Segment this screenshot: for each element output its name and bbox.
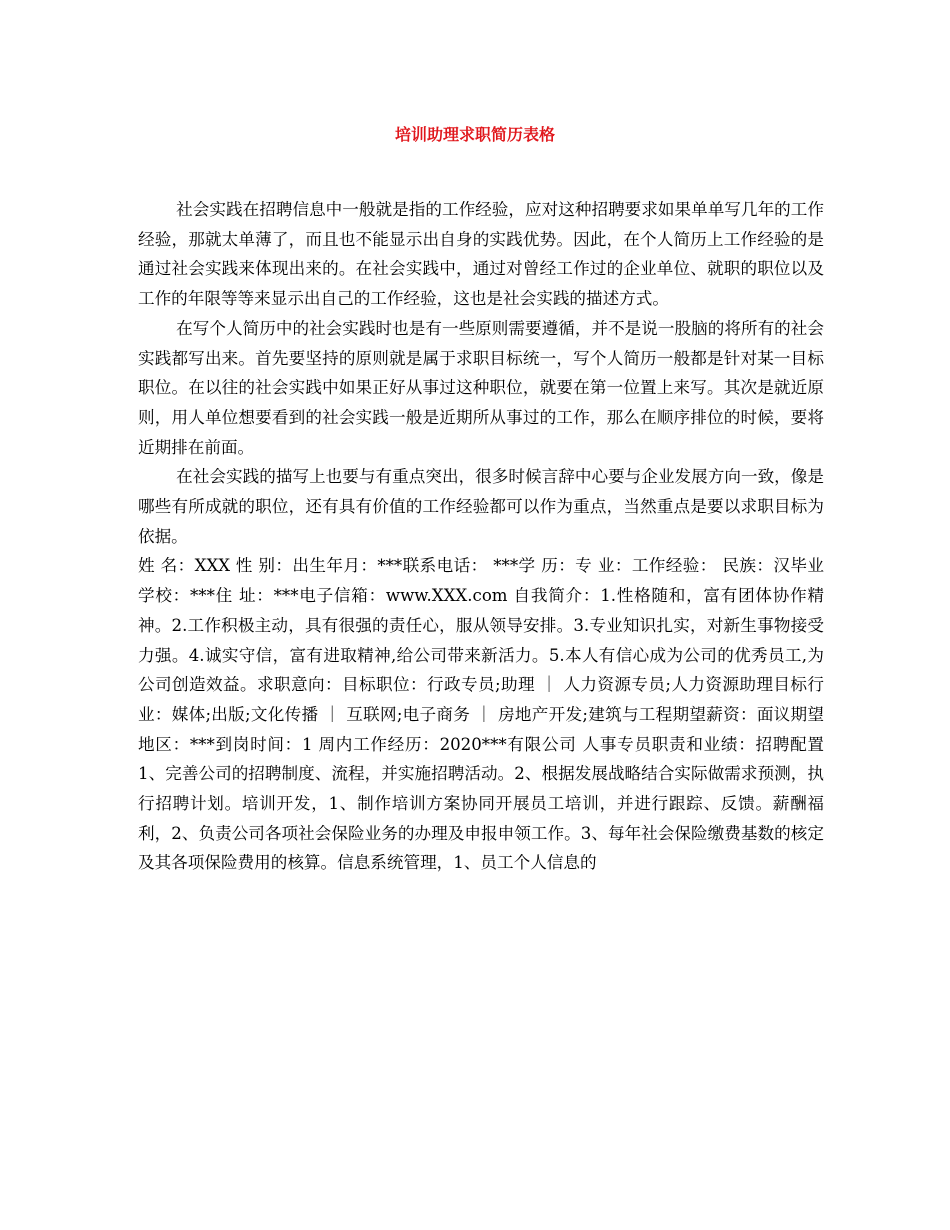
paragraph-2: 在写个人简历中的社会实践时也是有一些原则需要遵循，并不是说一股脑的将所有的社会实践都写出来。首先要坚持的原则就是属于求职目标统一，写个人简历一般都是针对某一目标职位。在以往的社会实践中如果正好从事过这种职位，就要在第一位置上来写。其次是就近原则，用人单位想要看到的社会实践一般是近期所从事过的工作，那么在顺序排位的时候，要将近期排在前面。 [138, 318, 824, 457]
paragraph-1: 社会实践在招聘信息中一般就是指的工作经验，应对这种招聘要求如果单单写几年的工作经验，那就太单薄了，而且也不能显示出自身的实践优势。因此，在个人简历上工作经验的是通过社会实践来体现出来的。在社会实践中，通过对曾经工作过的企业单位、就职的职位以及工作的年限等等来显示出自己的工作经验，这也是社会实践的描述方式。 [138, 200, 824, 309]
paragraph-3: 在社会实践的描写上也要与有重点突出，很多时候言辞中心要与企业发展方向一致，像是哪些有所成就的职位，还有具有价值的工作经验都可以作为重点，当然重点是要以求职目标为依据。 [138, 467, 824, 546]
resume-details: 姓 名：XXX 性 别：出生年月：***联系电话： ***学 历：专 业：工作经验： 民族：汉毕业学校：***住 址：***电子信箱：www.XXX.com 自我简介：1.性格随和，富有团体协作精神。2.工作积极主动，具有很强的责任心，服从领导安排。3.专业知识扎实，对新生事物接受力强。4.诚实守信，富有进取精神,给公司带来新活力。5.本人有信心成为公司的优秀员工,为公司创造效益。求职意向：目标职位：行政专员;助理 ｜ 人力资源专员;人力资源助理目标行业：媒体;出版;文化传播 ｜ 互联网;电子商务 ｜ 房地产开发;建筑与工程期望薪资：面议期望地区：***到岗时间：1 周内工作经历：2020***有限公司 人事专员职责和业绩：招聘配置 1、完善公司的招聘制度、流程，并实施招聘活动。2、根据发展战略结合实际做需求预测，执行招聘计划。培训开发，1、制作培训方案协同开展员工培训，并进行跟踪、反馈。薪酬福利，2、负责公司各项社会保险业务的办理及申报申领工作。3、每年社会保险缴费基数的核定及其各项保险费用的核算。信息系统管理，1、员工个人信息的 [138, 556, 824, 873]
document-title: 培训助理求职简历表格 [394, 125, 555, 144]
document-body [138, 195, 824, 878]
